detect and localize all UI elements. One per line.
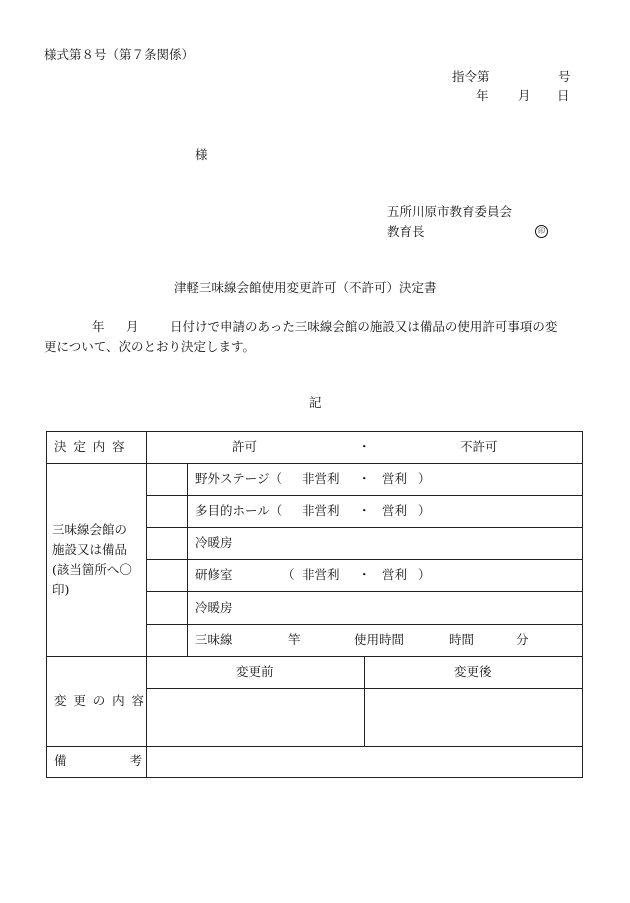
option-nonprofit: 非営利 <box>302 471 340 486</box>
seal-mark: 印 <box>535 225 548 238</box>
table-border-right <box>582 431 583 778</box>
change-before-header: 変更前 <box>236 664 274 679</box>
table-border-top <box>46 431 583 432</box>
facility-air-conditioning: 冷暖房 <box>195 535 233 550</box>
change-after-header: 変更後 <box>454 664 492 679</box>
facility-label-line: 印) <box>52 582 70 597</box>
option-nonprofit: 非営利 <box>302 567 340 582</box>
directive-number-suffix: 号 <box>558 69 571 84</box>
date-day-label: 日 <box>557 88 570 103</box>
option-profit: 営利 <box>382 567 408 582</box>
facility-multipurpose-hall: 多目的ホール（ <box>195 503 283 518</box>
issuer-organization: 五所川原市教育委員会 <box>387 204 513 219</box>
option-profit: 営利 <box>382 471 408 486</box>
document-title: 津軽三味線会館使用変更許可（不許可）決定書 <box>174 280 437 295</box>
divider-before-remarks <box>46 746 583 747</box>
decision-table <box>46 431 583 778</box>
facility-label-line: (該当箇所へ〇 <box>52 562 132 577</box>
change-label: 変更の内容 <box>54 693 151 708</box>
label-column-divider <box>146 431 147 778</box>
divider-after-facility <box>46 656 583 657</box>
remarks-label <box>54 755 142 768</box>
option-nonprofit: 非営利 <box>302 503 340 518</box>
change-column-divider <box>364 656 365 746</box>
option-profit: 営利 <box>382 503 408 518</box>
usage-time-label: 使用時間 <box>354 632 405 647</box>
option-separator: ・ <box>358 503 371 518</box>
facility-row-divider <box>146 527 583 528</box>
facility-row-divider <box>146 559 583 560</box>
option-close-paren: ） <box>418 503 431 518</box>
facility-row-divider <box>146 624 583 625</box>
body-text-line-2: 更について、次のとおり決定します。 <box>44 339 256 354</box>
facility-label-line: 三味線会館の <box>52 522 128 537</box>
issuer-title: 教育長 <box>387 224 425 239</box>
decision-deny: 不許可 <box>460 439 498 454</box>
facility-row-divider <box>146 495 583 496</box>
decision-separator: ・ <box>358 439 371 454</box>
decision-label: 決定内容 <box>54 439 132 454</box>
equipment-shamisen: 三味線 <box>195 632 233 647</box>
unit-minutes: 分 <box>516 632 529 647</box>
option-close-paren: ） <box>418 567 431 582</box>
option-open-paren: （ <box>282 567 295 582</box>
addressee-honorific: 様 <box>195 147 208 162</box>
unit-sao: 竿 <box>288 632 301 647</box>
option-close-paren: ） <box>418 471 431 486</box>
body-text-rest: 日付けで申請のあった三味線会館の施設又は備品の使用許可事項の変 <box>170 319 558 334</box>
divider-after-decision <box>46 463 583 464</box>
remarks-label-char: 備 <box>54 753 67 768</box>
body-year-label: 年 <box>92 319 105 334</box>
ki-heading: 記 <box>309 395 322 410</box>
unit-hours: 時間 <box>449 632 475 647</box>
body-month-label: 月 <box>126 319 139 334</box>
date-year-label: 年 <box>476 88 489 103</box>
facility-air-conditioning: 冷暖房 <box>195 600 233 615</box>
facility-row-divider <box>146 591 583 592</box>
option-separator: ・ <box>358 567 371 582</box>
date-month-label: 月 <box>518 88 531 103</box>
facility-training-room: 研修室 <box>195 567 233 582</box>
table-border-left <box>46 431 47 778</box>
facility-outdoor-stage: 野外ステージ（ <box>195 471 283 486</box>
form-number: 様式第８号（第７条関係） <box>44 47 195 62</box>
table-border-bottom <box>46 777 583 778</box>
option-separator: ・ <box>358 471 371 486</box>
remarks-label-char: 考 <box>129 753 142 768</box>
decision-permit: 許可 <box>232 439 258 454</box>
facility-label-line: 施設又は備品 <box>52 542 128 557</box>
directive-number-label: 指令第 <box>452 69 490 84</box>
